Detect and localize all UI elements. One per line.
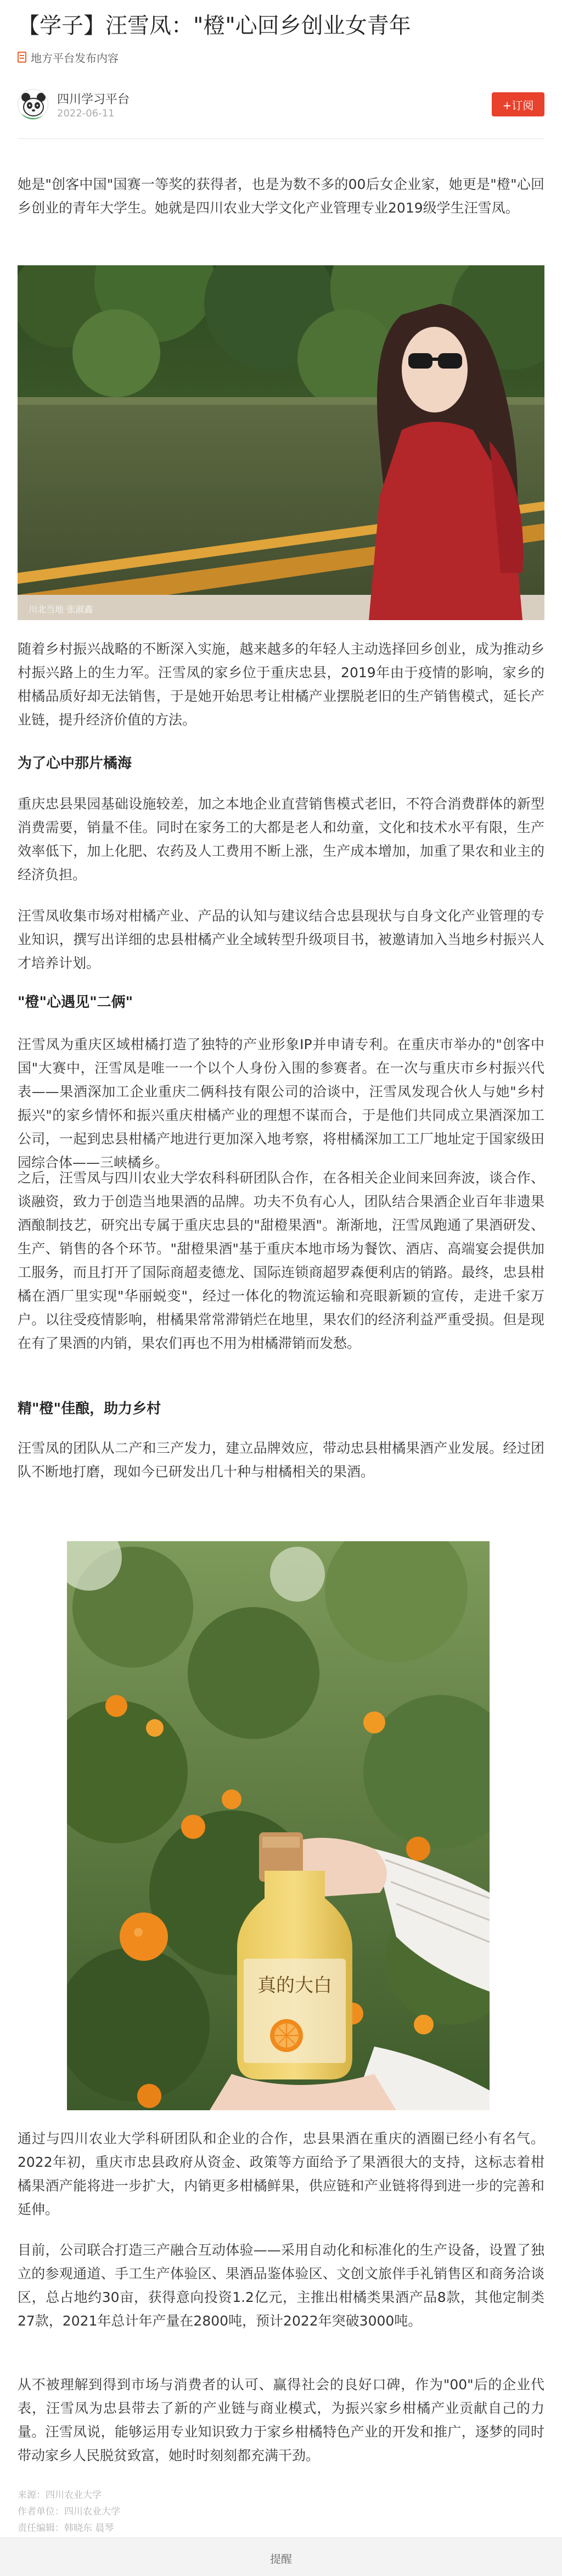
bottom-bar	[0, 2538, 562, 2576]
document-icon	[18, 52, 26, 63]
paragraph-partnership: 汪雪凤为重庆区域柑橘打造了独特的产业形象IP并申请专利。在重庆市举办的"创客中国"大赛中，汪雪凤是唯一一个以个人身份入围的参赛者。在一次与重庆市乡村振兴代表——果酒深加工企业重庆二俩科技有限公司的洽谈中，汪雪凤发现合伙人与她"乡村振兴"的家乡情怀和振兴重庆柑橘产业的理想不谋而合，于是他们共同成立果酒深加工公司，一起到忠县柑橘产地进行更加深入地考察，将柑橘深加工工厂地址定于国家级田园综合体——三峡橘乡。	[18, 1036, 544, 1170]
product-photo-illustration	[67, 1541, 490, 2110]
author-name[interactable]: 四川学习平台	[57, 93, 130, 107]
paragraph-facility: 目前，公司联合打造三产融合互动体验——采用自动化和标准化的生产设备，设置了独立的参观通道、手工生产体验区、果酒品鉴体验区、文创文旅伴手礼销售区和商务洽谈区，总占地约30亩，获得意向投资1.2亿元，主推出柑橘类果酒产品8款，其他定制类27款，2021年总计年产量在2800吨，预计2022年突破3000吨。	[18, 2242, 544, 2329]
paragraph-background: 随着乡村振兴战略的不断深入实施，越来越多的年轻人主动选择回乡创业，成为推动乡村振兴路上的生力军。汪雪凤的家乡位于重庆忠县，2019年由于疫情的影响，家乡的柑橘品质好却无法销售，于是她开始思考让柑橘产业摆脱老旧的生产销售模式，延长产业链，提升经济价值的方法。	[18, 641, 544, 728]
paragraph-team: 汪雪凤的团队从二产和三产发力，建立品牌效应，带动忠县柑橘果酒产业发展。经过团队不断地打磨，现如今已研发出几十种与柑橘相关的果酒。	[18, 1440, 544, 1480]
article-title: 【学子】汪雪凤："橙"心回乡创业女青年	[18, 13, 411, 38]
paragraph-intro: 她是"创客中国"国赛一等奖的获得者，也是为数不多的00后女企业家，她更是"橙"心回乡创业的青年大学生。她就是四川农业大学文化产业管理专业2019级学生汪雪凤。	[18, 176, 544, 216]
footer-author: 作者单位：四川农业大学	[18, 2506, 120, 2517]
paragraph-development: 之后，汪雪凤与四川农业大学农科科研团队合作，在各相关企业间来回奔波，谈合作、谈融资，致力于创造当地果酒的品牌。功夫不负有心人，团队结合果酒企业百年非遗果酒酿制技艺，研究出专属于重庆忠县的"甜橙果酒"。渐渐地，汪雪凤跑通了果酒研发、生产、销售的各个环节。"甜橙果酒"基于重庆本地市场为餐饮、酒店、高端宴会提供加工服务，而且打开了国际商超麦德龙、国际连锁商超罗森便利店的销路。最终，忠县柑橘在酒厂里实现"华丽蜕变"，经过一体化的物流运输和亮眼新颖的宣传，走进千家万户。以往受疫情影响，柑橘果常常滞销烂在地里，果农们的经济利益严重受损。但是现在有了果酒的内销，果农们再也不用为柑橘滞销而发愁。	[18, 1170, 544, 1351]
divider	[18, 138, 544, 139]
article-photo-product	[67, 1541, 490, 2110]
publish-date: 2022-06-11	[57, 108, 115, 119]
paragraph-problem: 重庆忠县果园基础设施较差，加之本地企业直营销售模式老旧，不符合消费群体的新型消费需要，销量不佳。同时在家务工的大都是老人和幼童，文化和技术水平有限，生产效率低下，加上化肥、农药及人工费用不断上涨，生产成本增加，加重了果农和业主的经济负担。	[18, 796, 544, 883]
paragraph-research: 汪雪凤收集市场对柑橘产业、产品的认知与建议结合忠县现状与自身文化产业管理的专业知识，撰写出详细的忠县柑橘产业全域转型升级项目书，被邀请加入当地乡村振兴人才培养计划。	[18, 908, 544, 971]
subheading-1: 为了心中那片橘海	[18, 755, 132, 772]
footer-source: 来源：四川农业大学	[18, 2490, 102, 2501]
photo1-credit: 川北当地 张淑鑫	[29, 604, 93, 615]
author-bar	[18, 88, 544, 122]
source-tag-label: 地方平台发布内容	[31, 51, 119, 65]
article-photo-portrait	[18, 265, 544, 620]
portrait-photo-illustration	[18, 265, 544, 620]
panda-logo-icon	[18, 90, 48, 120]
footer-editor: 责任编辑：韩晓东 晨琴	[18, 2523, 114, 2534]
paragraph-support: 通过与四川农业大学科研团队和企业的合作，忠县果酒在重庆的酒圈已经小有名气。2022年初，重庆市忠县政府从资金、政策等方面给予了果酒很大的支持，这标志着柑橘果酒产能将进一步扩大，内销更多柑橘鲜果，供应链和产业链将得到进一步的完善和延伸。	[18, 2131, 544, 2217]
subscribe-button[interactable]: +订阅	[492, 92, 544, 116]
footer-meta	[18, 2487, 347, 2536]
source-tag[interactable]	[18, 49, 119, 65]
subheading-3: 精"橙"佳酿，助力乡村	[18, 1401, 161, 1417]
avatar[interactable]	[18, 89, 48, 120]
bottle-label: 真的大白	[257, 1975, 332, 1997]
subheading-2: "橙"心遇见"二俩"	[18, 994, 133, 1011]
paragraph-conclusion: 从不被理解到得到市场与消费者的认可、赢得社会的良好口碑，作为"00"后的企业代表，汪雪凤为忠县带去了新的产业链与商业模式，为振兴家乡柑橘产业贡献自己的力量。汪雪凤说，能够运用专业知识致力于家乡柑橘特色产业的开发和推广，逐梦的同时带动家乡人民脱贫致富，她时时刻刻都充满干劲。	[18, 2377, 544, 2463]
remind-button[interactable]: 提醒	[270, 2552, 292, 2566]
